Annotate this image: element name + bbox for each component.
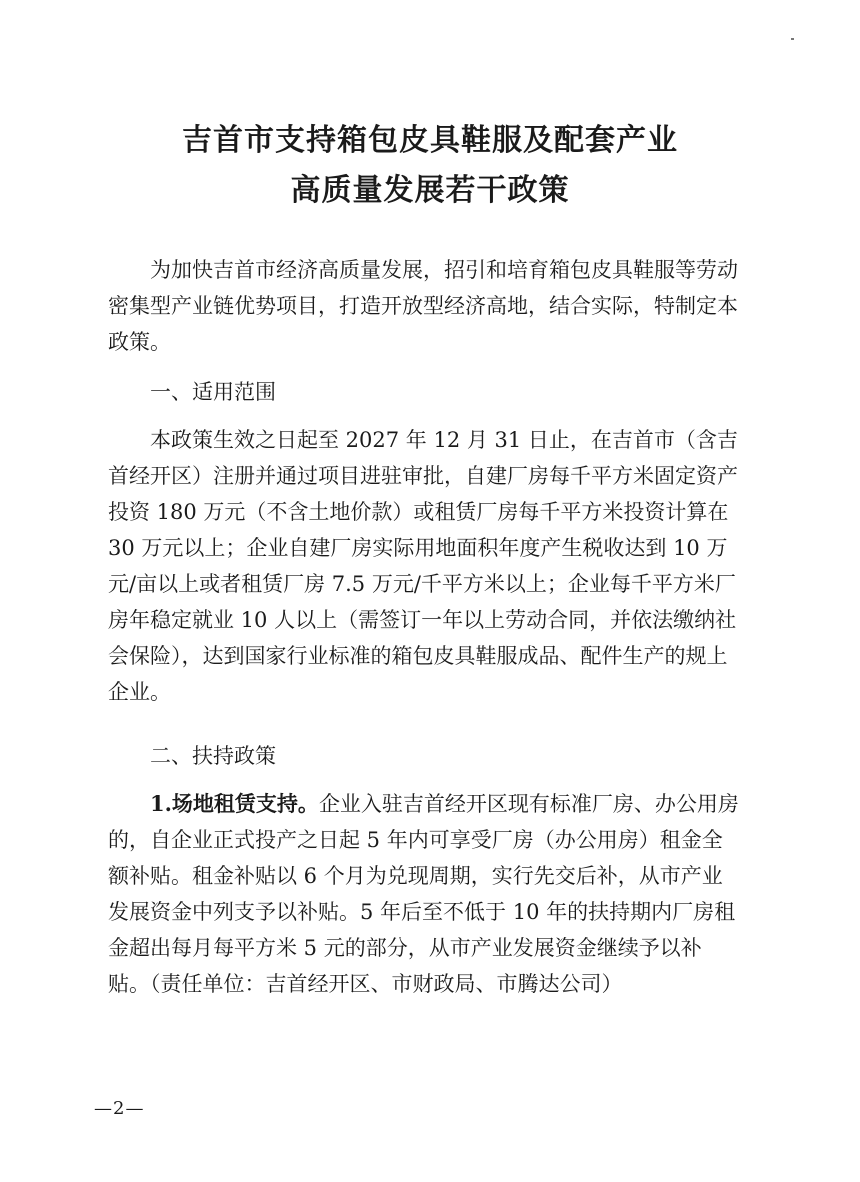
item-1-label: 1.场地租赁支持。 bbox=[150, 791, 319, 816]
section-1-heading: 一、适用范围 bbox=[150, 380, 276, 404]
intro-paragraph bbox=[108, 252, 740, 360]
section-2-item-1 bbox=[108, 786, 740, 1002]
document-title-line-2: 高质量发展若干政策 bbox=[290, 173, 570, 208]
section-1-text: 本政策生效之日起至 2027 年 12 月 31 日止，在吉首市（含吉首经开区）注册并通过项目进驻审批，自建厂房每千平方米固定资产投资 180 万元（不含土地价款）或租赁厂房每千平方米投资计算在 30 万元以上；企业自建厂房实际用地面积年度产生税收达到 10 万元/亩以上或者租赁厂房 7.5 万元/千平方米以上；企业每千平方米厂房年稳定就业 10 人以上（需签订一年以上劳动合同，并依法缴纳社会保险），达到国家行业标准的箱包皮具鞋服成品、配件生产的规上企业。 bbox=[108, 428, 738, 704]
section-1-body bbox=[108, 422, 740, 710]
intro-text: 为加快吉首市经济高质量发展，招引和培育箱包皮具鞋服等劳动密集型产业链优势项目，打造开放型经济高地，结合实际，特制定本政策。 bbox=[108, 258, 738, 354]
item-1-text: 企业入驻吉首经开区现有标准厂房、办公用房的，自企业正式投产之日起 5 年内可享受厂房（办公用房）租金全额补贴。租金补贴以 6 个月为兑现周期，实行先交后补，从市产业发展资金中列支予以补贴。5 年后至不低于 10 年的扶持期内厂房租金超出每月每平方米 5 元的部分，从市产业发展资金继续予以补贴。（责任单位：吉首经开区、市财政局、市腾达公司） bbox=[108, 792, 739, 996]
page-number: —2— bbox=[94, 1098, 145, 1119]
document-title-line-1: 吉首市支持箱包皮具鞋服及配套产业 bbox=[182, 123, 678, 158]
section-2-heading: 二、扶持政策 bbox=[150, 744, 276, 768]
scan-mark bbox=[791, 38, 794, 40]
section-2-body bbox=[108, 786, 740, 1002]
